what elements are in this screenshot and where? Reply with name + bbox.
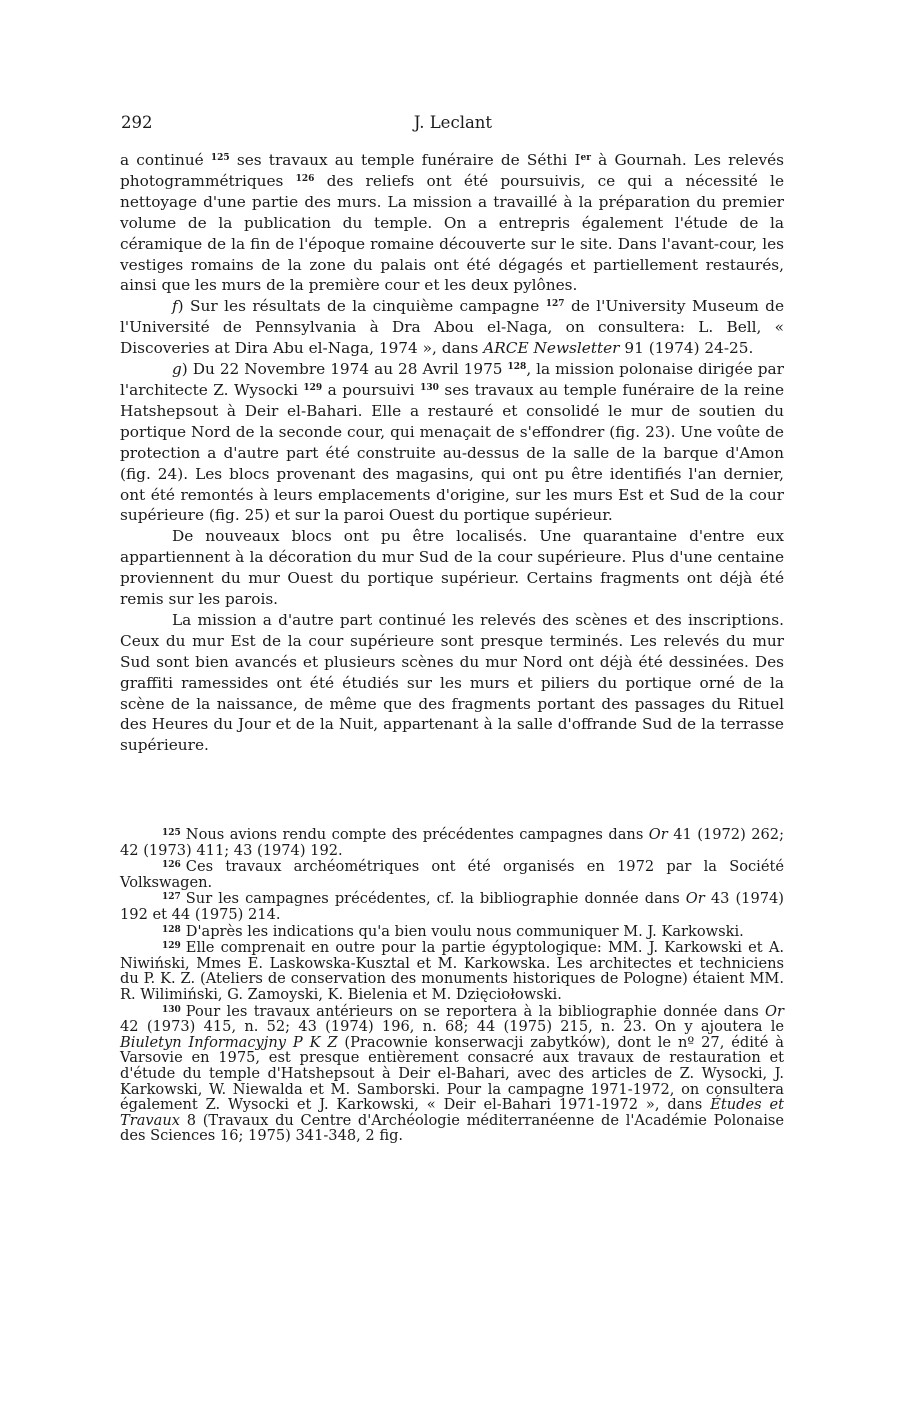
- footnote-ref-127[interactable]: 127: [545, 299, 565, 310]
- paragraph-1: a continué $^{125}$ ses travaux au temple funéraire de Séthi Ier à Gournah. Les relevés photogrammétriques $^{126}$ des reliefs ont été poursuivis, ce qui a nécessité le nettoyage d'une partie des murs. La mission a travaillé à la préparation du premier volume de la publication du temple. On a entrepris également l'étude de la céramique de la fin de l'époque romaine découverte sur le site. Dans l'avant-cour, les vestiges romains de la zone du palais ont été dégagés et partiellement restaurés, ainsi que les murs de la première cour et les deux pylônes.: [120, 151, 784, 295]
- page-header: [121, 113, 785, 137]
- footnote-ref-129[interactable]: 129: [303, 382, 323, 393]
- page-number: 292: [121, 113, 153, 132]
- footnotes: [120, 826, 784, 1144]
- paragraph-5: La mission a d'autre part continué les relevés des scènes et des inscriptions. Ceux du mur Est de la cour supérieure sont presque terminés. Les relevés du mur Sud sont bien avancés et plusieurs scènes du mur Nord ont déjà été dessinées. Des graffiti ramessides ont été étudiés sur les murs et piliers du portique orné de la scène de la naissance, de même que des fragments portant des passages du Rituel des Heures du Jour et de la Nuit, appartenant à la salle d'offrande Sud de la terrasse supérieure.: [120, 610, 784, 755]
- footnote-125: $^{125}$ Nous avions rendu compte des précédentes campagnes dans Or 41 (1972) 262; 42 (1973) 411; 43 (1974) 192.: [120, 826, 784, 859]
- paragraph-3: g) Du 22 Novembre 1974 au 28 Avril 1975 $^{128}$, la mission polonaise dirigée par l'architecte Z. Wysocki $^{129}$ a poursuivi $^{130}$ ses travaux au temple funéraire de la reine Hatshepsout à Deir el-Bahari. Elle a restauré et consolidé le mur de soutien du portique Nord de la seconde cour, qui menaçait de s'effondrer (fig. 23). Une voûte de protection a d'autre part été construite au-dessus de la salle de la barque d'Amon (fig. 24). Les blocs provenant des magasins, qui ont pu être identifiés l'an dernier, ont été remontés à leurs emplacements d'origine, sur les murs Est et Sud de la cour supérieure (fig. 25) et sur la paroi Ouest du portique supérieur.: [120, 360, 784, 525]
- footnote-128: $^{128}$ D'après les indications qu'a bien voulu nous communiquer M. J. Karkowski.: [162, 922, 744, 940]
- footnote-ref-126[interactable]: 126: [295, 173, 315, 184]
- footnote-130: $^{130}$ Pour les travaux antérieurs on se reportera à la bibliographie donnée dans Or 42 (1973) 415, n. 52; 43 (1974) 196, n. 68; 44 (1975) 215, n. 23. On y ajoutera le Biuletyn Informacyjny P K Z (Pracownie konserwacji zabytków), dont le nº 27, édité à Varsovie en 1975, est presque entièrement consacré aux travaux de restauration et d'étude du temple d'Hatshepsout à Deir el-Bahari, avec des articles de Z. Wysocki, J. Karkowski, W. Niewalda et M. Samborski. Pour la campagne 1971-1972, on consultera également Z. Wysocki et J. Karkowski, « Deir el-Bahari 1971-1972 », dans Études et Travaux 8 (Travaux du Centre d'Archéologie méditerranéenne de l'Académie Polonaise des Sciences 16; 1975) 341-348, 2 fig.: [120, 1002, 784, 1145]
- paragraph-4: De nouveaux blocs ont pu être localisés. Une quarantaine d'entre eux appartiennent à la décoration du mur Sud de la cour supérieure. Plus d'une centaine proviennent du mur Ouest du portique supérieur. Certains fragments ont déjà été remis sur les parois.: [120, 527, 784, 609]
- item-letter: f: [172, 297, 178, 316]
- main-text: [120, 150, 784, 756]
- footnote-ref-125[interactable]: 125: [210, 153, 230, 163]
- footnote-ref-130[interactable]: 130: [420, 382, 439, 393]
- footnote-129: $^{129}$ Elle comprenait en outre pour la partie égyptologique: MM. J. Karkowski et A. Niwiński, Mmes E. Laskowska-Kusztal et M. Karkowska. Les architectes et techniciens du P. K. Z. (Ateliers de conservation des monuments historiques de Pologne) étaient MM. R. Wilimiński, G. Zamoyski, K. Bielenia et M. Dzięciołowski.: [120, 939, 784, 1003]
- running-head: J. Leclant: [413, 113, 493, 132]
- footnote-126: $^{126}$ Ces travaux archéométriques ont été organisés en 1972 par la Société Volkswagen.: [120, 858, 784, 891]
- footnote-ref-128[interactable]: 128: [507, 362, 527, 373]
- paragraph-2: f) Sur les résultats de la cinquième campagne $^{127}$ de l'University Museum de l'Université de Pennsylvania à Dra Abou el-Naga, on consultera: L. Bell, « Discoveries at Dira Abu el-Naga, 1974 », dans ARCE Newsletter 91 (1974) 24-25.: [120, 297, 784, 358]
- item-letter: g: [172, 360, 182, 379]
- footnote-127: $^{127}$ Sur les campagnes précédentes, cf. la bibliographie donnée dans Or 43 (1974) 192 et 44 (1975) 214.: [120, 890, 785, 923]
- journal-title: ARCE Newsletter: [483, 339, 620, 358]
